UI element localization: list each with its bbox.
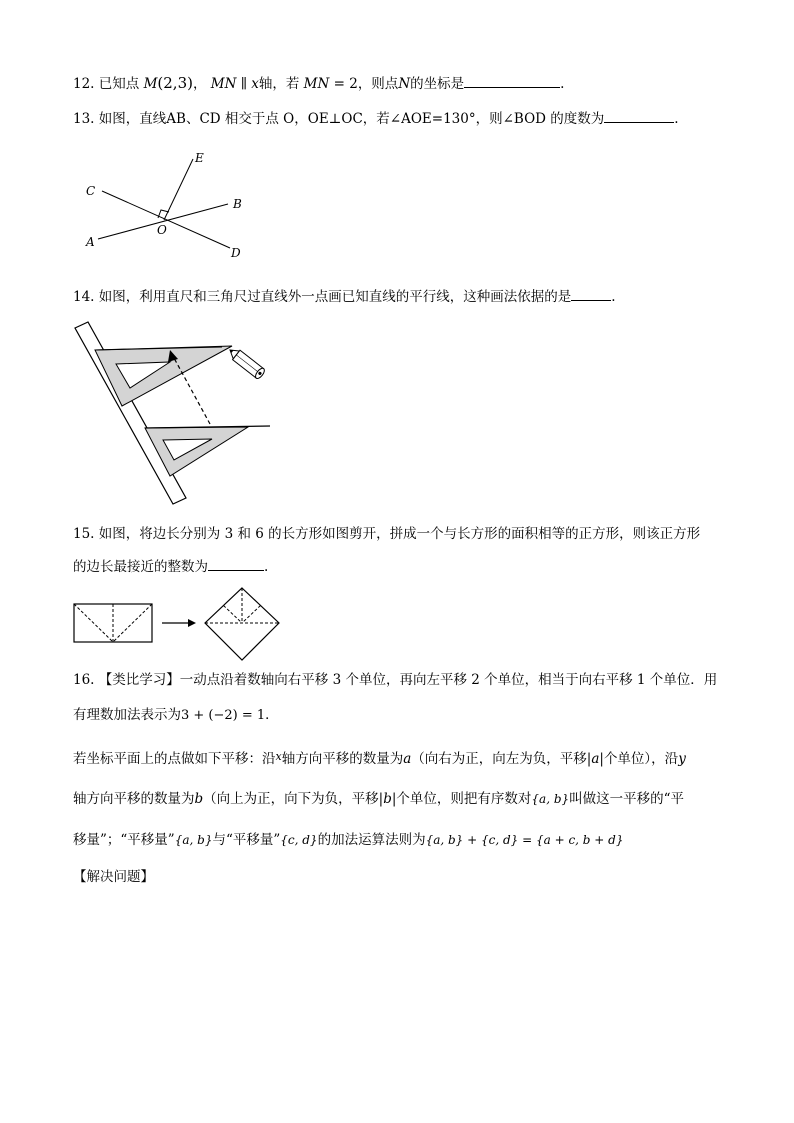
q13-answer-blank[interactable] [604,108,674,123]
q16-addition-rule: {a, b} + {c, d} = {a + c, b + d} [425,833,624,847]
section-solve-problem: 【解决问题】 [73,869,154,885]
q13-number: 13. [73,111,95,127]
q15-number: 15. [73,526,95,542]
q13-line: 13. 如图，直线AB、CD 相交于点 O，OE⊥OC，若∠AOE=130°，则∠BOD 的度数为 . [73,108,679,129]
label-D: D [231,246,241,260]
q13-figure-intersecting-lines [80,148,270,263]
pencil-icon [226,345,266,380]
q14-number: 14. [73,289,95,305]
q16-number: 16. [73,672,95,688]
q16-line5: 移量”；“平移量”{a, b}与“平移量”{c, d}的加法运算法则为{a, b} + {c, d} = {a + c, b + d} [73,832,624,848]
q16-line2: 有理数加法表示为3 + (−2) = 1． [73,707,279,723]
q14-figure-ruler-and-set-squares [70,318,280,508]
label-C: C [86,184,96,198]
q15-line2: 的边长最接近的整数为 . [73,556,268,577]
line-CD [102,191,230,248]
q15-answer-blank[interactable] [208,556,264,571]
q16-line6 [73,867,154,887]
q12-line: 12. 已知点 M(2,3)， MN ∥ x轴，若 MN = 2，则点N的坐标是 . [73,74,565,92]
label-E: E [195,151,204,165]
q12-number: 12. [73,76,95,92]
q16-line4: 轴方向平移的数量为b（向上为正，向下为负，平移|b|个单位，则把有序数对{a, b}叫做这一平移的“平 [73,791,685,807]
q16-line1: 16. 【类比学习】一动点沿着数轴向右平移 3 个单位，再向左平移 2 个单位，相当于向右平移 1 个单位．用 [73,672,718,688]
label-B: B [233,197,242,211]
q15-figure-rectangle-to-square [70,585,290,665]
label-A: A [86,235,95,249]
ray-OE [164,159,193,220]
q14-answer-blank[interactable] [571,286,611,301]
q16-line3: 若坐标平面上的点做如下平移：沿$^x$轴方向平移的数量为a（向右为正，向左为负，平移|a|个单位），沿y [73,750,686,767]
label-O: O [157,223,167,237]
q12-answer-blank[interactable] [464,73,560,88]
q16-addition-expression: 3 + (−2) = 1 [181,708,266,723]
q15-line1: 15. 如图，将边长分别为 3 和 6 的长方形如图剪开，拼成一个与长方形的面积相等的正方形，则该正方形 [73,526,701,542]
q14-line: 14. 如图，利用直尺和三角尺过直线外一点画已知直线的平行线，这种画法依据的是 . [73,286,616,307]
